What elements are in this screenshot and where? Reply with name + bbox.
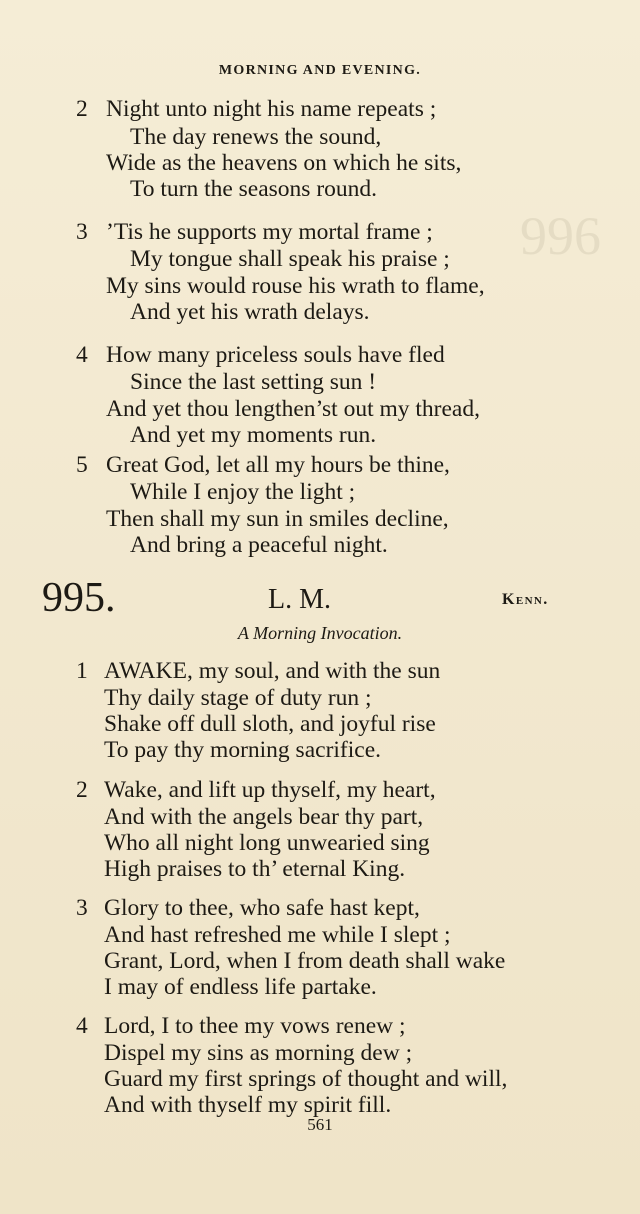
- hymn-subtitle: A Morning Invocation.: [237, 623, 403, 643]
- verse-line: And with thyself my spirit fill.: [104, 1092, 392, 1118]
- verse-line: Dispel my sins as morning dew ;: [104, 1040, 413, 1066]
- bleed-through-mark: 996: [520, 206, 601, 266]
- verse-line: High praises to th’ eternal King.: [104, 856, 406, 882]
- verse-line: Lord, I to thee my vows renew ;: [104, 1013, 406, 1039]
- verse-line: Thy daily stage of duty run ;: [104, 685, 372, 711]
- verse-line: Glory to thee, who safe hast kept,: [104, 895, 420, 921]
- verse-line: How many priceless souls have fled: [106, 342, 445, 368]
- hymn-number: 995.: [42, 575, 116, 621]
- verse-line: And bring a peaceful night.: [130, 532, 388, 558]
- verse-line: And yet thou lengthen’st out my thread,: [106, 396, 480, 422]
- verse-number: 1: [76, 658, 88, 684]
- verse-line: Who all night long unwearied sing: [104, 830, 430, 856]
- verse-line: I may of endless life partake.: [104, 974, 377, 1000]
- verse-line: Night unto night his name repeats ;: [106, 96, 437, 122]
- hymn-header: [0, 575, 640, 625]
- running-head: MORNING AND EVENING.: [218, 63, 422, 78]
- page-number: 561: [307, 1115, 333, 1134]
- verse-line: And yet my moments run.: [130, 422, 377, 448]
- verse-line: While I enjoy the light ;: [130, 479, 356, 505]
- verse-line: My sins would rouse his wrath to flame,: [106, 273, 485, 299]
- verse-line: Then shall my sun in smiles decline,: [106, 506, 449, 532]
- verse-line: Guard my first springs of thought and will,: [104, 1066, 508, 1092]
- verse-number: 3: [76, 219, 88, 245]
- verse-number: 5: [76, 452, 88, 478]
- verse-line: And hast refreshed me while I slept ;: [104, 922, 451, 948]
- verse-line: To turn the seasons round.: [130, 176, 378, 202]
- verse-number: 2: [76, 777, 88, 803]
- verse-number: 4: [76, 1013, 88, 1039]
- verse-line: ’Tis he supports my mortal frame ;: [106, 219, 433, 245]
- verse-line: And with the angels bear thy part,: [104, 804, 424, 830]
- hymn-author: Kenn.: [502, 591, 549, 608]
- hymn-meter: L. M.: [268, 584, 331, 615]
- verse-line: Wide as the heavens on which he sits,: [106, 150, 462, 176]
- verse-number: 2: [76, 96, 88, 122]
- verse-line: And yet his wrath delays.: [130, 299, 370, 325]
- verse-line: Shake off dull sloth, and joyful rise: [104, 711, 436, 737]
- verse-line: My tongue shall speak his praise ;: [130, 246, 450, 272]
- verse-number: 3: [76, 895, 88, 921]
- verse-line: AWAKE, my soul, and with the sun: [104, 658, 441, 684]
- verse-line: To pay thy morning sacrifice.: [104, 737, 382, 763]
- verse-line: Great God, let all my hours be thine,: [106, 452, 450, 478]
- verse-number: 4: [76, 342, 88, 368]
- verse-line: Grant, Lord, when I from death shall wake: [104, 948, 506, 974]
- verse-line: Since the last setting sun !: [130, 369, 377, 395]
- verse-line: The day renews the sound,: [130, 124, 382, 150]
- verse-line: Wake, and lift up thyself, my heart,: [104, 777, 436, 803]
